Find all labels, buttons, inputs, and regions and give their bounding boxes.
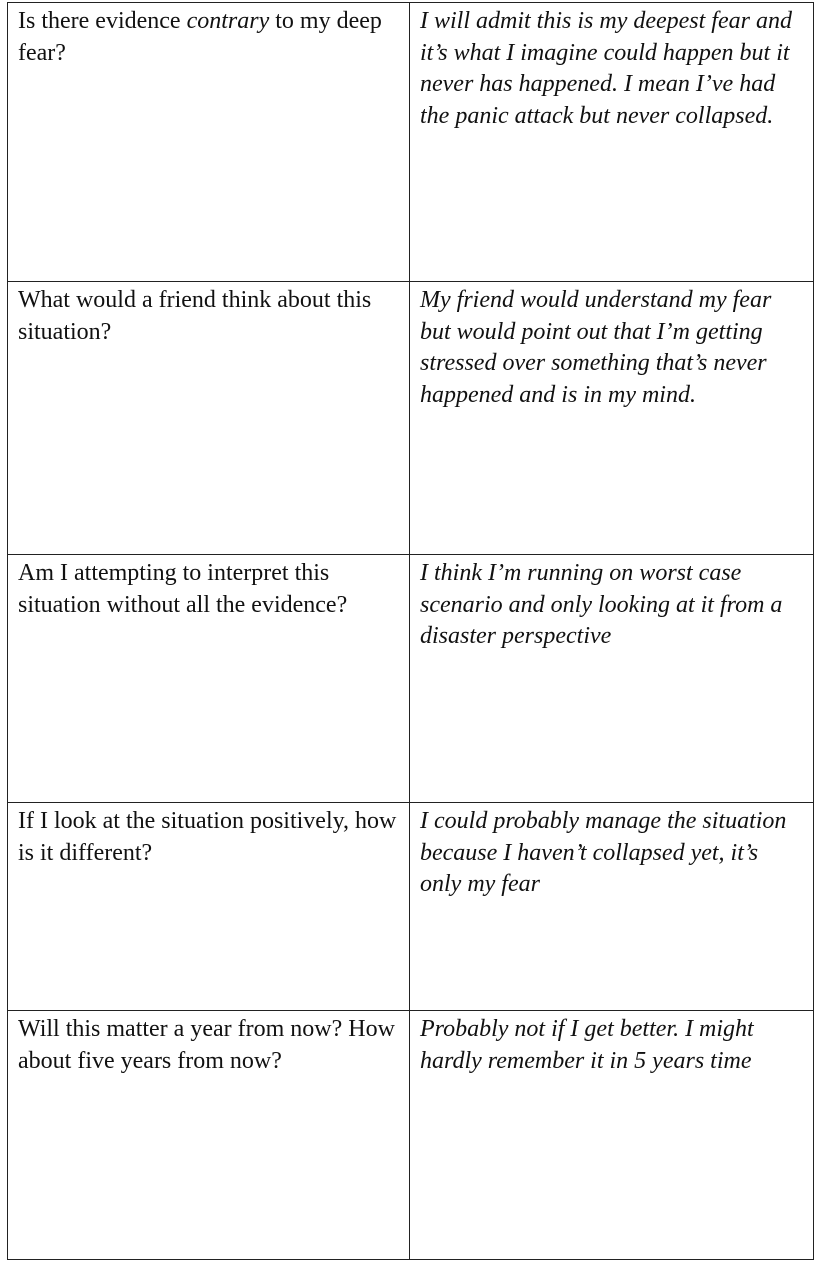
question-cell: What would a friend think about this situation? (8, 282, 410, 555)
table-row (8, 555, 814, 803)
table-row (8, 3, 814, 282)
answer-cell: Probably not if I get better. I might hardly remember it in 5 years time (410, 1011, 814, 1260)
question-cell: Will this matter a year from now? How about five years from now? (8, 1011, 410, 1260)
question-cell: Am I attempting to interpret this situation without all the evidence? (8, 555, 410, 803)
table-row (8, 1011, 814, 1260)
table-row (8, 803, 814, 1011)
question-emphasis: contrary (186, 8, 270, 34)
answer-cell: I will admit this is my deepest fear and it’s what I imagine could happen but it never has happened. I mean I’ve had the panic attack but never collapsed. (410, 3, 814, 282)
answer-cell: I could probably manage the situation because I haven’t collapsed yet, it’s only my fear (410, 803, 814, 1011)
question-cell: If I look at the situation positively, how is it different? (8, 803, 410, 1011)
question-text: to my deep fear? (18, 8, 382, 66)
thought-challenge-table (7, 2, 814, 1260)
question-text: Is there evidence (18, 8, 187, 34)
answer-cell: My friend would understand my fear but would point out that I’m getting stressed over something that’s never happened and is in my mind. (410, 282, 814, 555)
table-row (8, 282, 814, 555)
question-cell (8, 3, 410, 282)
answer-cell: I think I’m running on worst case scenario and only looking at it from a disaster perspective (410, 555, 814, 803)
